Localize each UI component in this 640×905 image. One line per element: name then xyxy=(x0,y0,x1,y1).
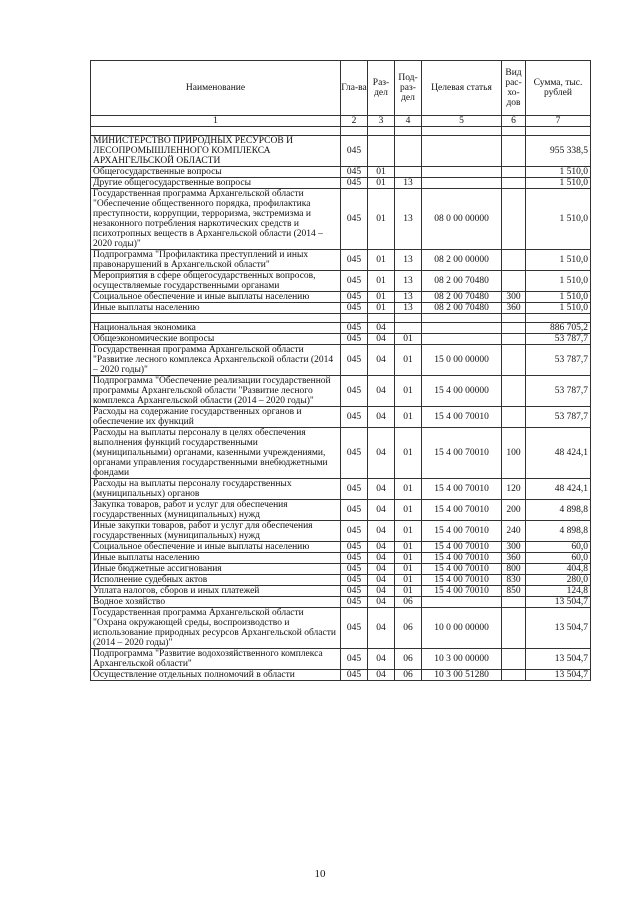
cell-vid xyxy=(502,189,526,250)
cell-vid: 360 xyxy=(502,553,526,564)
cell-vid xyxy=(502,167,526,178)
cell-podrazdel: 01 xyxy=(395,479,422,500)
table-row xyxy=(91,670,591,681)
cell-name: Подпрограмма "Профилактика преступлений и иных правонарушений в Архангельской области" xyxy=(91,250,341,271)
empty-cell xyxy=(526,314,591,323)
cell-sum: 280,0 xyxy=(526,575,591,586)
cell-glava: 045 xyxy=(341,376,368,407)
cell-sum: 60,0 xyxy=(526,553,591,564)
header-name: Наименование xyxy=(91,61,341,116)
cell-sum: 53 787,7 xyxy=(526,334,591,345)
cell-podrazdel xyxy=(395,167,422,178)
table-row xyxy=(91,407,591,428)
cell-glava: 045 xyxy=(341,271,368,292)
cell-target: 15 4 00 70010 xyxy=(422,575,502,586)
cell-razdel: 04 xyxy=(368,428,395,479)
cell-name: Мероприятия в сфере общегосударственных вопросов, осуществляемые государственными органами xyxy=(91,271,341,292)
table-row xyxy=(91,500,591,521)
cell-razdel: 04 xyxy=(368,553,395,564)
cell-glava: 045 xyxy=(341,553,368,564)
cell-name: Закупка товаров, работ и услуг для обеспечения государственных (муниципальных) нужд xyxy=(91,500,341,521)
cell-name: Подпрограмма "Обеспечение реализации государственной программы Архангельской области "Развитие лесного комплекса Архангельской области (2014 – 2020 годы)" xyxy=(91,376,341,407)
cell-glava: 045 xyxy=(341,334,368,345)
budget-table xyxy=(90,60,591,681)
cell-name: Социальное обеспечение и иные выплаты населению xyxy=(91,542,341,553)
cell-podrazdel xyxy=(395,323,422,334)
cell-podrazdel: 01 xyxy=(395,564,422,575)
cell-sum: 53 787,7 xyxy=(526,376,591,407)
cell-glava: 045 xyxy=(341,178,368,189)
cell-vid: 850 xyxy=(502,586,526,597)
cell-glava: 045 xyxy=(341,575,368,586)
cell-vid xyxy=(502,136,526,167)
cell-vid: 800 xyxy=(502,564,526,575)
cell-razdel: 04 xyxy=(368,407,395,428)
cell-vid xyxy=(502,670,526,681)
cell-target xyxy=(422,167,502,178)
cell-razdel: 04 xyxy=(368,597,395,608)
cell-podrazdel: 13 xyxy=(395,189,422,250)
empty-cell xyxy=(395,127,422,136)
cell-vid xyxy=(502,345,526,376)
cell-podrazdel xyxy=(395,136,422,167)
cell-vid xyxy=(502,323,526,334)
cell-target: 08 2 00 70480 xyxy=(422,292,502,303)
cell-vid: 830 xyxy=(502,575,526,586)
header-glava: Гла-ва xyxy=(341,61,368,116)
empty-cell xyxy=(368,314,395,323)
cell-sum: 13 504,7 xyxy=(526,649,591,670)
cell-razdel: 01 xyxy=(368,250,395,271)
table-body xyxy=(91,127,591,681)
column-number: 1 xyxy=(91,116,341,127)
cell-vid xyxy=(502,376,526,407)
table-row xyxy=(91,564,591,575)
page-number: 10 xyxy=(314,868,326,880)
cell-razdel: 01 xyxy=(368,178,395,189)
cell-target: 15 4 00 70010 xyxy=(422,428,502,479)
empty-cell xyxy=(341,127,368,136)
column-number-row xyxy=(91,116,591,127)
table-row xyxy=(91,189,591,250)
cell-glava: 045 xyxy=(341,167,368,178)
cell-name: Исполнение судебных актов xyxy=(91,575,341,586)
cell-name: Общеэкономические вопросы xyxy=(91,334,341,345)
cell-name: Подпрограмма "Развитие водохозяйственного комплекса Архангельской области" xyxy=(91,649,341,670)
cell-name: Национальная экономика xyxy=(91,323,341,334)
cell-podrazdel: 13 xyxy=(395,271,422,292)
cell-glava: 045 xyxy=(341,670,368,681)
cell-target: 15 4 00 00000 xyxy=(422,376,502,407)
cell-sum: 1 510,0 xyxy=(526,167,591,178)
column-number: 4 xyxy=(395,116,422,127)
cell-razdel: 04 xyxy=(368,575,395,586)
cell-glava: 045 xyxy=(341,542,368,553)
cell-podrazdel: 01 xyxy=(395,407,422,428)
cell-sum: 886 705,2 xyxy=(526,323,591,334)
cell-vid xyxy=(502,334,526,345)
spacer-row xyxy=(91,314,591,323)
cell-sum: 404,8 xyxy=(526,564,591,575)
cell-target: 10 3 00 00000 xyxy=(422,649,502,670)
cell-target xyxy=(422,178,502,189)
cell-name: Государственная программа Архангельской области "Обеспечение общественного порядка, профилактика преступности, коррупции, терроризма, экстремизма и незаконного потребления наркотических средств и психотропных веществ в Архангельской области (2014 – 2020 годы)" xyxy=(91,189,341,250)
cell-podrazdel: 13 xyxy=(395,250,422,271)
table-row xyxy=(91,178,591,189)
cell-target: 15 4 00 70010 xyxy=(422,479,502,500)
cell-razdel: 04 xyxy=(368,500,395,521)
table-row xyxy=(91,271,591,292)
cell-podrazdel: 01 xyxy=(395,542,422,553)
cell-sum: 1 510,0 xyxy=(526,292,591,303)
cell-glava: 045 xyxy=(341,597,368,608)
empty-cell xyxy=(91,314,341,323)
cell-podrazdel: 06 xyxy=(395,608,422,649)
table-row xyxy=(91,479,591,500)
cell-podrazdel: 01 xyxy=(395,428,422,479)
cell-glava: 045 xyxy=(341,649,368,670)
cell-sum: 1 510,0 xyxy=(526,250,591,271)
cell-glava: 045 xyxy=(341,521,368,542)
table-row xyxy=(91,597,591,608)
cell-podrazdel: 13 xyxy=(395,292,422,303)
empty-cell xyxy=(422,127,502,136)
cell-sum: 955 338,5 xyxy=(526,136,591,167)
cell-name: Иные закупки товаров, работ и услуг для обеспечения государственных (муниципальных) нужд xyxy=(91,521,341,542)
table-row xyxy=(91,428,591,479)
table-row xyxy=(91,649,591,670)
cell-podrazdel: 06 xyxy=(395,649,422,670)
table-row xyxy=(91,334,591,345)
column-number: 6 xyxy=(502,116,526,127)
cell-podrazdel: 01 xyxy=(395,500,422,521)
cell-razdel: 04 xyxy=(368,564,395,575)
cell-podrazdel: 01 xyxy=(395,376,422,407)
header-podrazdel: Под-раз-дел xyxy=(395,61,422,116)
cell-podrazdel: 01 xyxy=(395,575,422,586)
cell-razdel: 01 xyxy=(368,303,395,314)
cell-vid: 360 xyxy=(502,303,526,314)
cell-vid xyxy=(502,178,526,189)
cell-vid: 240 xyxy=(502,521,526,542)
empty-cell xyxy=(502,314,526,323)
table-row xyxy=(91,323,591,334)
cell-sum: 1 510,0 xyxy=(526,178,591,189)
cell-vid xyxy=(502,250,526,271)
cell-razdel: 01 xyxy=(368,167,395,178)
cell-razdel: 04 xyxy=(368,479,395,500)
cell-podrazdel: 01 xyxy=(395,553,422,564)
cell-sum: 53 787,7 xyxy=(526,345,591,376)
cell-target xyxy=(422,334,502,345)
cell-razdel: 04 xyxy=(368,323,395,334)
cell-name: Иные выплаты населению xyxy=(91,303,341,314)
cell-podrazdel: 01 xyxy=(395,521,422,542)
cell-name: Социальное обеспечение и иные выплаты населению xyxy=(91,292,341,303)
cell-razdel: 04 xyxy=(368,345,395,376)
cell-razdel: 04 xyxy=(368,649,395,670)
empty-cell xyxy=(395,314,422,323)
cell-podrazdel: 06 xyxy=(395,597,422,608)
cell-glava: 045 xyxy=(341,479,368,500)
cell-sum: 48 424,1 xyxy=(526,479,591,500)
cell-sum: 48 424,1 xyxy=(526,428,591,479)
table-row xyxy=(91,608,591,649)
cell-razdel: 04 xyxy=(368,542,395,553)
cell-sum: 13 504,7 xyxy=(526,608,591,649)
cell-sum: 1 510,0 xyxy=(526,189,591,250)
cell-razdel xyxy=(368,136,395,167)
cell-target: 15 4 00 70010 xyxy=(422,586,502,597)
empty-cell xyxy=(341,314,368,323)
cell-razdel: 01 xyxy=(368,292,395,303)
header-sum: Сумма, тыс. рублей xyxy=(526,61,591,116)
cell-glava: 045 xyxy=(341,136,368,167)
cell-target: 15 4 00 70010 xyxy=(422,407,502,428)
column-number: 2 xyxy=(341,116,368,127)
cell-razdel: 04 xyxy=(368,521,395,542)
cell-sum: 60,0 xyxy=(526,542,591,553)
cell-vid xyxy=(502,407,526,428)
empty-cell xyxy=(368,127,395,136)
header-razdel: Раз-дел xyxy=(368,61,395,116)
cell-podrazdel: 01 xyxy=(395,345,422,376)
cell-target: 10 0 00 00000 xyxy=(422,608,502,649)
cell-sum: 4 898,8 xyxy=(526,500,591,521)
cell-name: МИНИСТЕРСТВО ПРИРОДНЫХ РЕСУРСОВ И ЛЕСОПРОМЫШЛЕННОГО КОМПЛЕКСА АРХАНГЕЛЬСКОЙ ОБЛАСТИ xyxy=(91,136,341,167)
cell-razdel: 01 xyxy=(368,189,395,250)
header-target: Целевая статья xyxy=(422,61,502,116)
cell-target xyxy=(422,136,502,167)
header-vid: Вид рас-хо-дов xyxy=(502,61,526,116)
cell-name: Расходы на выплаты персоналу в целях обеспечения выполнения функций государственными (муниципальными) органами, казенными учреждениями, органами управления государственными внебюджетными фондами xyxy=(91,428,341,479)
table-row xyxy=(91,575,591,586)
cell-sum: 4 898,8 xyxy=(526,521,591,542)
cell-target: 15 4 00 70010 xyxy=(422,564,502,575)
cell-vid: 100 xyxy=(502,428,526,479)
cell-name: Осуществление отдельных полномочий в области xyxy=(91,670,341,681)
cell-glava: 045 xyxy=(341,345,368,376)
cell-podrazdel: 06 xyxy=(395,670,422,681)
cell-glava: 045 xyxy=(341,250,368,271)
cell-razdel: 04 xyxy=(368,334,395,345)
cell-sum: 1 510,0 xyxy=(526,271,591,292)
cell-glava: 045 xyxy=(341,428,368,479)
cell-razdel: 04 xyxy=(368,608,395,649)
cell-vid: 300 xyxy=(502,292,526,303)
cell-podrazdel: 01 xyxy=(395,334,422,345)
table-row xyxy=(91,521,591,542)
cell-vid xyxy=(502,649,526,670)
cell-sum: 1 510,0 xyxy=(526,303,591,314)
cell-name: Водное хозяйство xyxy=(91,597,341,608)
cell-target: 08 0 00 00000 xyxy=(422,189,502,250)
cell-vid xyxy=(502,608,526,649)
cell-glava: 045 xyxy=(341,586,368,597)
cell-vid xyxy=(502,271,526,292)
cell-razdel: 04 xyxy=(368,376,395,407)
cell-vid: 200 xyxy=(502,500,526,521)
cell-target: 10 3 00 51280 xyxy=(422,670,502,681)
column-number: 7 xyxy=(526,116,591,127)
table-row xyxy=(91,303,591,314)
table-row xyxy=(91,250,591,271)
table-row xyxy=(91,376,591,407)
cell-target: 15 4 00 70010 xyxy=(422,553,502,564)
cell-target xyxy=(422,323,502,334)
cell-target: 15 4 00 70010 xyxy=(422,521,502,542)
cell-name: Государственная программа Архангельской области "Развитие лесного комплекса Архангельской области (2014 – 2020 годы)" xyxy=(91,345,341,376)
cell-razdel: 04 xyxy=(368,586,395,597)
cell-razdel: 01 xyxy=(368,271,395,292)
header-row xyxy=(91,61,591,116)
table-row xyxy=(91,542,591,553)
cell-sum: 13 504,7 xyxy=(526,670,591,681)
empty-cell xyxy=(526,127,591,136)
table-row xyxy=(91,292,591,303)
cell-podrazdel: 01 xyxy=(395,586,422,597)
cell-glava: 045 xyxy=(341,564,368,575)
cell-target: 15 4 00 70010 xyxy=(422,500,502,521)
cell-name: Иные бюджетные ассигнования xyxy=(91,564,341,575)
cell-glava: 045 xyxy=(341,500,368,521)
cell-podrazdel: 13 xyxy=(395,303,422,314)
table-row xyxy=(91,167,591,178)
cell-name: Государственная программа Архангельской области "Охрана окружающей среды, воспроизводство и использование природных ресурсов Архангельской области (2014 – 2020 годы)" xyxy=(91,608,341,649)
cell-name: Расходы на выплаты персоналу государственных (муниципальных) органов xyxy=(91,479,341,500)
cell-sum: 53 787,7 xyxy=(526,407,591,428)
cell-razdel: 04 xyxy=(368,670,395,681)
empty-cell xyxy=(422,314,502,323)
cell-target: 08 2 00 00000 xyxy=(422,250,502,271)
cell-glava: 045 xyxy=(341,407,368,428)
cell-name: Иные выплаты населению xyxy=(91,553,341,564)
cell-target: 08 2 00 70480 xyxy=(422,271,502,292)
empty-cell xyxy=(502,127,526,136)
table-row xyxy=(91,586,591,597)
column-number: 3 xyxy=(368,116,395,127)
cell-name: Общегосударственные вопросы xyxy=(91,167,341,178)
cell-target xyxy=(422,597,502,608)
cell-sum: 124,8 xyxy=(526,586,591,597)
cell-sum: 13 504,7 xyxy=(526,597,591,608)
empty-cell xyxy=(91,127,341,136)
cell-vid: 120 xyxy=(502,479,526,500)
cell-glava: 045 xyxy=(341,608,368,649)
cell-target: 08 2 00 70480 xyxy=(422,303,502,314)
cell-glava: 045 xyxy=(341,323,368,334)
cell-name: Уплата налогов, сборов и иных платежей xyxy=(91,586,341,597)
table-row xyxy=(91,553,591,564)
cell-glava: 045 xyxy=(341,292,368,303)
table-row xyxy=(91,345,591,376)
cell-glava: 045 xyxy=(341,303,368,314)
column-number: 5 xyxy=(422,116,502,127)
cell-target: 15 0 00 00000 xyxy=(422,345,502,376)
cell-target: 15 4 00 70010 xyxy=(422,542,502,553)
cell-name: Другие общегосударственные вопросы xyxy=(91,178,341,189)
cell-name: Расходы на содержание государственных органов и обеспечение их функций xyxy=(91,407,341,428)
cell-glava: 045 xyxy=(341,189,368,250)
cell-vid: 300 xyxy=(502,542,526,553)
spacer-row xyxy=(91,127,591,136)
table-row xyxy=(91,136,591,167)
cell-podrazdel: 13 xyxy=(395,178,422,189)
cell-vid xyxy=(502,597,526,608)
